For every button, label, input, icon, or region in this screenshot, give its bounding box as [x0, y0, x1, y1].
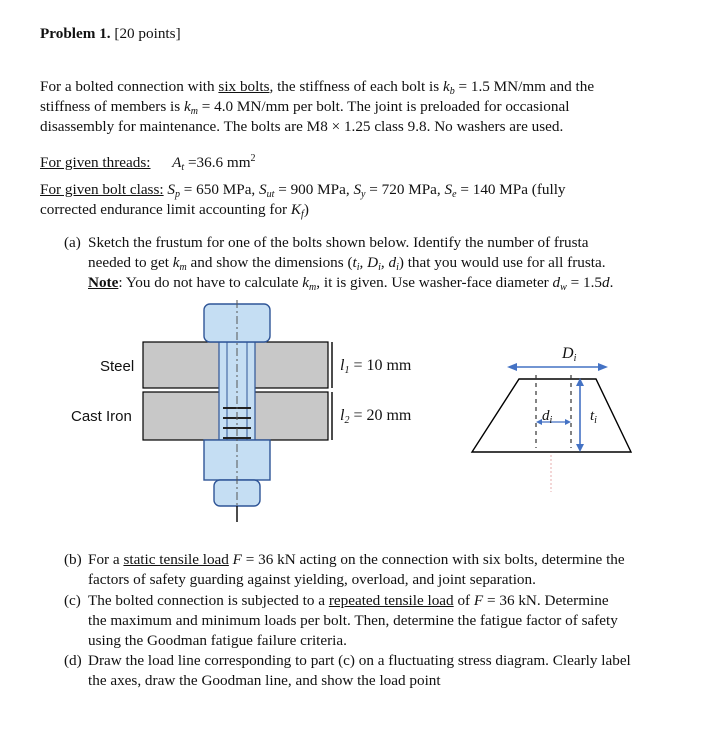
part-c-line-3: using the Goodman fatigue failure criteria. — [88, 632, 347, 649]
cast-iron-label: Cast Iron — [71, 408, 132, 425]
part-a-note: Note: You do not have to calculate $k_m$, it is given. Use washer-face diameter $d_w = 1.5d$. — [88, 274, 614, 293]
ti-label: $t_i$ — [590, 408, 597, 426]
bolt-class-label: For given bolt class: — [40, 181, 164, 198]
bolt-class-line-1: For given bolt class: $S_p = 650$ MPa, $S_{ut} = 900$ MPa, $S_y = 720$ MPa, $S_e = 140$ MPa (fully — [40, 181, 566, 200]
part-d-line-2: the axes, draw the Goodman line, and show the load point — [88, 672, 441, 689]
Di-label: $D_i$ — [562, 345, 577, 364]
part-a-label: (a) — [64, 234, 81, 251]
part-c-label: (c) — [64, 592, 81, 609]
static-tensile-load-underline: static tensile load — [123, 551, 229, 568]
intro-line-1: For a bolted connection with six bolts, the stiffness of each bolt is $k_b = 1.5$ MN/mm and the — [40, 78, 595, 97]
problem-points: [20 points] — [114, 25, 181, 42]
l1-label: $l_1 = 10$ mm — [340, 357, 412, 376]
intro-line-2: stiffness of members is $k_m = 4.0$ MN/mm per bolt. The joint is preloaded for occasional — [40, 98, 570, 117]
part-d-line-1: Draw the load line corresponding to part (c) on a fluctuating stress diagram. Clearly label — [88, 652, 631, 669]
di-label: $d_i$ — [542, 408, 553, 426]
intro-line-3: disassembly for maintenance. The bolts are M8 × 1.25 class 9.8. No washers are used. — [40, 118, 564, 135]
threads-label: For given threads: — [40, 154, 151, 171]
note-label: Note — [88, 274, 119, 291]
part-a-line-2: needed to get $k_m$ and show the dimensions ($t_i$, $D_i$, $d_i$) that you would use for all frusta. — [88, 254, 606, 273]
part-b-line-2: factors of safety guarding against yielding, overload, and joint separation. — [88, 571, 536, 588]
repeated-tensile-load-underline: repeated tensile load — [328, 592, 454, 609]
problem-label: Problem 1. — [40, 25, 111, 42]
l2-label: $l_2 = 20$ mm — [340, 407, 412, 426]
part-c-line-1: The bolted connection is subjected to a repeated tensile load of F = 36 kN. Determine — [88, 592, 609, 609]
part-c-line-2: the maximum and minimum loads per bolt. Then, determine the fatigue factor of safety — [88, 612, 618, 629]
bolt-class-line-2: corrected endurance limit accounting for $K_f$) — [40, 201, 309, 220]
threads-line: For given threads: $A_t =36.6$ $mm^2$ — [40, 153, 256, 173]
six-bolts-underline: six bolts — [218, 78, 270, 95]
part-b-line-1: For a static tensile load F = 36 kN acting on the connection with six bolts, determine the — [88, 551, 625, 568]
part-d-label: (d) — [64, 652, 82, 669]
part-b-label: (b) — [64, 551, 82, 568]
steel-label: Steel — [100, 358, 135, 375]
part-a-line-1: Sketch the frustum for one of the bolts shown below. Identify the number of frusta — [88, 234, 589, 251]
